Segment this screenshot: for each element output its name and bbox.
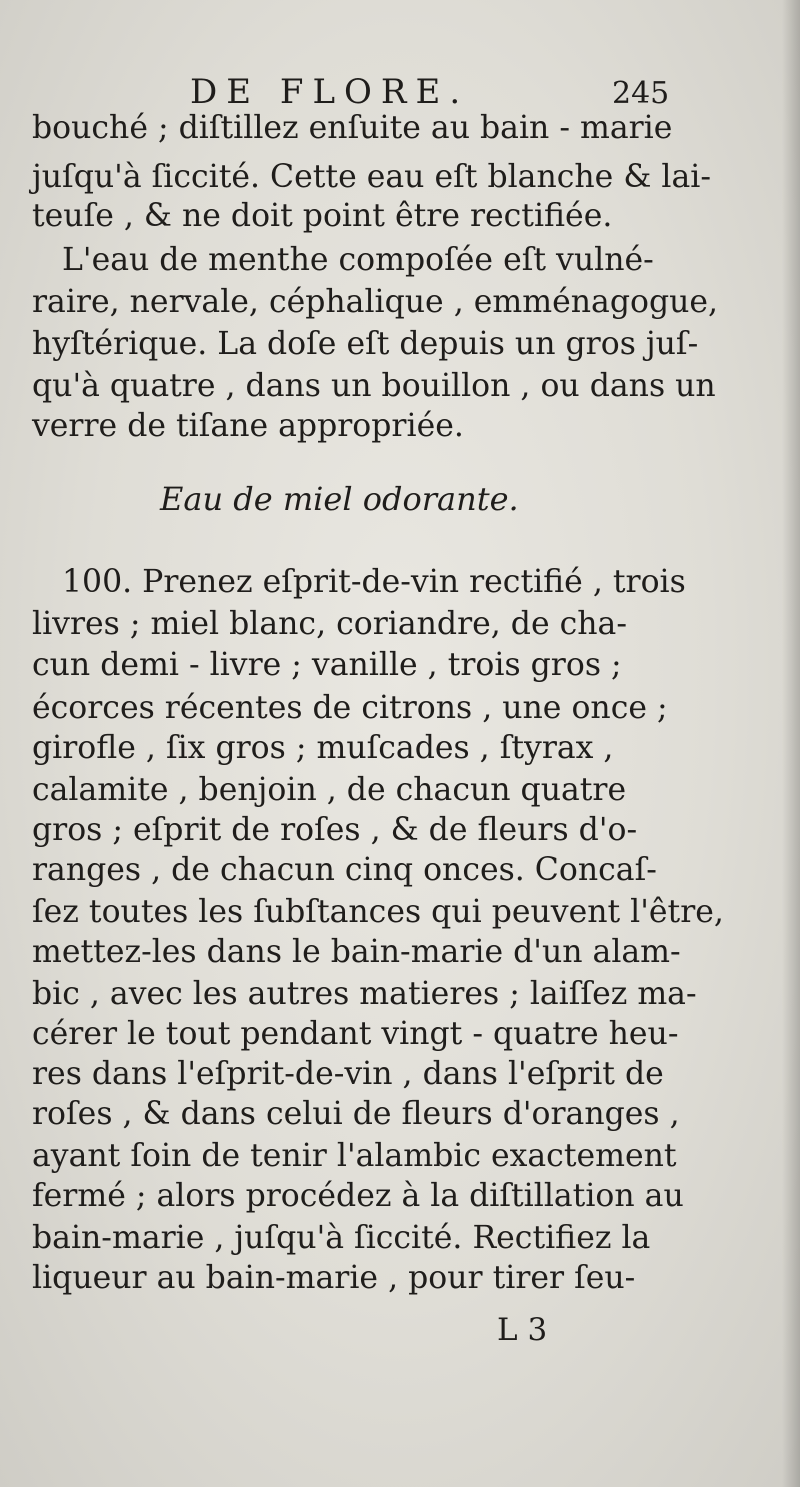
text-line: hyſtérique. La doſe eſt depuis un gros juſ-	[32, 326, 699, 362]
text-line: écorces récentes de citrons , une once ;	[32, 690, 668, 726]
text-line: teuſe , & ne doit point être rectifiée.	[32, 198, 613, 234]
text-line: fermé ; alors procédez à la diſtillation au	[32, 1178, 684, 1214]
text-line: roſes , & dans celui de fleurs d'oranges ,	[32, 1096, 680, 1132]
text-line: L'eau de menthe compoſée eſt vulné-	[62, 242, 654, 278]
text-line: liqueur au bain-marie , pour tirer ſeu-	[32, 1260, 636, 1296]
text-line: girofle , ſix gros ; muſcades , ſtyrax ,	[32, 730, 614, 766]
text-line: bouché ; diſtillez enſuite au bain - marie	[32, 110, 673, 146]
text-line: 100. Prenez eſprit-de-vin rectifié , trois	[62, 564, 686, 600]
text-line: ayant ſoin de tenir l'alambic exactement	[32, 1138, 677, 1174]
page-number: 245	[612, 76, 670, 111]
text-line: verre de tiſane appropriée.	[32, 408, 464, 444]
text-line: bain-marie , juſqu'à ſiccité. Rectifiez la	[32, 1220, 651, 1256]
text-line: cérer le tout pendant vingt - quatre heu-	[32, 1016, 679, 1052]
text-line: raire, nervale, céphalique , emménagogue,	[32, 284, 719, 320]
text-line: cun demi - livre ; vanille , trois gros ;	[32, 647, 622, 683]
page-edge-shadow	[782, 0, 800, 1487]
section-heading: Eau de miel odorante.	[160, 480, 519, 518]
text-line: calamite , benjoin , de chacun quatre	[32, 772, 627, 808]
text-line: ranges , de chacun cinq onces. Concaſ-	[32, 852, 657, 888]
text-line: livres ; miel blanc, coriandre, de cha-	[32, 606, 627, 642]
text-line: res dans l'eſprit-de-vin , dans l'eſprit de	[32, 1056, 664, 1092]
running-title: DE FLORE.	[190, 72, 470, 112]
text-line: mettez-les dans le bain-marie d'un alam-	[32, 934, 681, 970]
text-line: ſez toutes les ſubſtances qui peuvent l'être,	[32, 894, 724, 930]
text-line: gros ; eſprit de roſes , & de fleurs d'o-	[32, 812, 638, 848]
text-line: bic , avec les autres matieres ; laiſſez ma-	[32, 976, 697, 1012]
signature-mark: L 3	[497, 1312, 548, 1348]
text-line: juſqu'à ſiccité. Cette eau eſt blanche & lai-	[32, 159, 711, 195]
text-line: qu'à quatre , dans un bouillon , ou dans un	[32, 368, 716, 404]
